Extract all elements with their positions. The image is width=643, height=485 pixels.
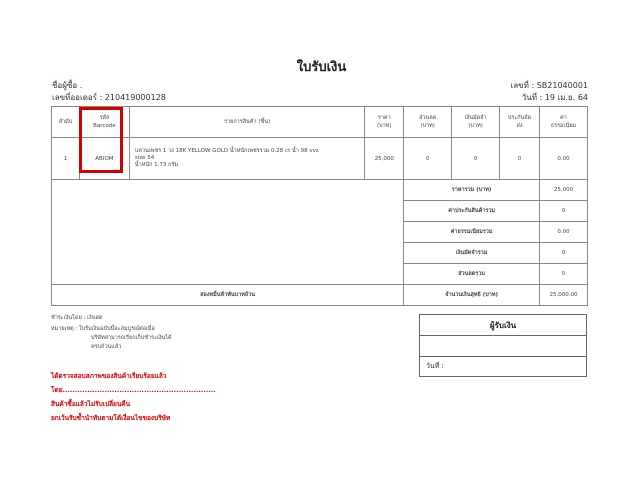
summary-value: 0: [540, 201, 588, 222]
remark-line2: บริษัทสามารถเรียกเก็บชำระเงินได้: [91, 335, 172, 341]
header-insurance: [500, 107, 540, 138]
header-fee: [540, 107, 588, 138]
row-insurance: 0: [500, 138, 540, 180]
summary-label: ราคารวม (บาท): [404, 180, 540, 201]
header-price-line2: (บาท): [377, 123, 392, 129]
header-deposit-line1: เงินมัดจำ: [464, 115, 487, 121]
receiver-box: [419, 314, 587, 377]
summary-value: 0: [540, 243, 588, 264]
row-name: [129, 138, 364, 180]
document-number: เลขที่ : SB21040001: [510, 81, 588, 90]
receiver-title: ผู้รับเงิน: [420, 315, 586, 336]
header-deposit-line2: (บาท): [468, 123, 483, 129]
header-insurance-line2: ส่ง: [516, 123, 523, 129]
remark-line1: หมายเหตุ : ใบรับเงินฉบับนี้จะสมบูรณ์ต่อเมื่อ: [51, 326, 155, 332]
document-date: วันที่ : 19 เม.ย. 64: [521, 93, 588, 102]
header-deposit: [452, 107, 500, 138]
receiver-date-label: วันที่ :: [426, 362, 444, 370]
header-discount-line2: (บาท): [420, 123, 435, 129]
net-total-value: 25,000.00: [540, 285, 588, 306]
payment-method: ชำระเงินโดย : เงินสด: [51, 315, 103, 321]
row-name-line2: size 54: [134, 155, 155, 161]
table-row: [52, 138, 588, 180]
warning-exception: ยกเว้นรับซ้ำนำทับตามโต้เงื่อนไขของบริษัท: [51, 414, 171, 422]
net-total-label: จำนวนเงินสุทธิ (บาท): [404, 285, 540, 306]
summary-label: ค่าประกันสินค้ารวม: [404, 201, 540, 222]
receiver-signature-area: [420, 336, 586, 357]
summary-label: ส่วนลดรวม: [404, 264, 540, 285]
order-number: เลขที่ออเดอร์ : 210419000128: [52, 93, 166, 102]
summary-value: 0: [540, 264, 588, 285]
summary-row: [52, 180, 588, 201]
row-discount: 0: [404, 138, 452, 180]
summary-blank: [52, 180, 404, 285]
warning-signature-line: โดย..............................................................: [51, 386, 216, 394]
header-fee-line2: ธรรมเนียม: [550, 123, 577, 129]
customer-name: ชื่อผู้ซื้อ .: [52, 81, 83, 90]
warning-no-return: สินค้าซื้อแล้วไม่รับเปลี่ยนคืน: [51, 400, 131, 408]
remark-line3: ครบถ้วนแล้ว: [91, 344, 122, 350]
row-deposit: 0: [452, 138, 500, 180]
row-name-line1: แหวนเพชร 1 วง 18K YELLOW GOLD น้ำหนักเพชรรวม 0.28 ct น้ำ 98 vvs: [134, 148, 319, 154]
items-table: [51, 106, 588, 306]
header-insurance-line1: ประกันจัด: [507, 115, 532, 121]
header-price: [365, 107, 404, 138]
header-num: ลำดับ: [52, 107, 80, 138]
header-fee-line1: ค่า: [560, 115, 567, 121]
header-discount-line1: ส่วนลด: [419, 115, 437, 121]
row-price: 25,000: [365, 138, 404, 180]
summary-label: ค่าธรรมเนียมรวม: [404, 222, 540, 243]
row-code: ABIOM: [79, 138, 129, 180]
table-header-row: [52, 107, 588, 138]
header-discount: [404, 107, 452, 138]
barcode-highlight-box: [79, 107, 123, 173]
warning-inspected: ได้ตรวจสอบสภาพของสินค้าเรียบร้อยแล้ว: [51, 372, 167, 380]
row-name-line3: น้ำหนัก 1.73 กรัม: [134, 162, 179, 168]
net-total-row: [52, 285, 588, 306]
row-fee: 0.00: [540, 138, 588, 180]
amount-in-words: สองหมื่นห้าพันบาทถ้วน: [52, 285, 404, 306]
summary-label: เงินมัดจำรวม: [404, 243, 540, 264]
summary-value: 25,000: [540, 180, 588, 201]
remark: [51, 325, 172, 352]
header-code-line1: รหัส: [99, 115, 110, 121]
header-price-line1: ราคา: [377, 115, 391, 121]
document-title: ใบรับเงิน: [296, 60, 347, 75]
summary-value: 0.00: [540, 222, 588, 243]
header-name: รายการสินค้า (ชิ้น): [129, 107, 364, 138]
row-num: 1: [52, 138, 80, 180]
header-code-line2: Barcode: [93, 123, 116, 129]
